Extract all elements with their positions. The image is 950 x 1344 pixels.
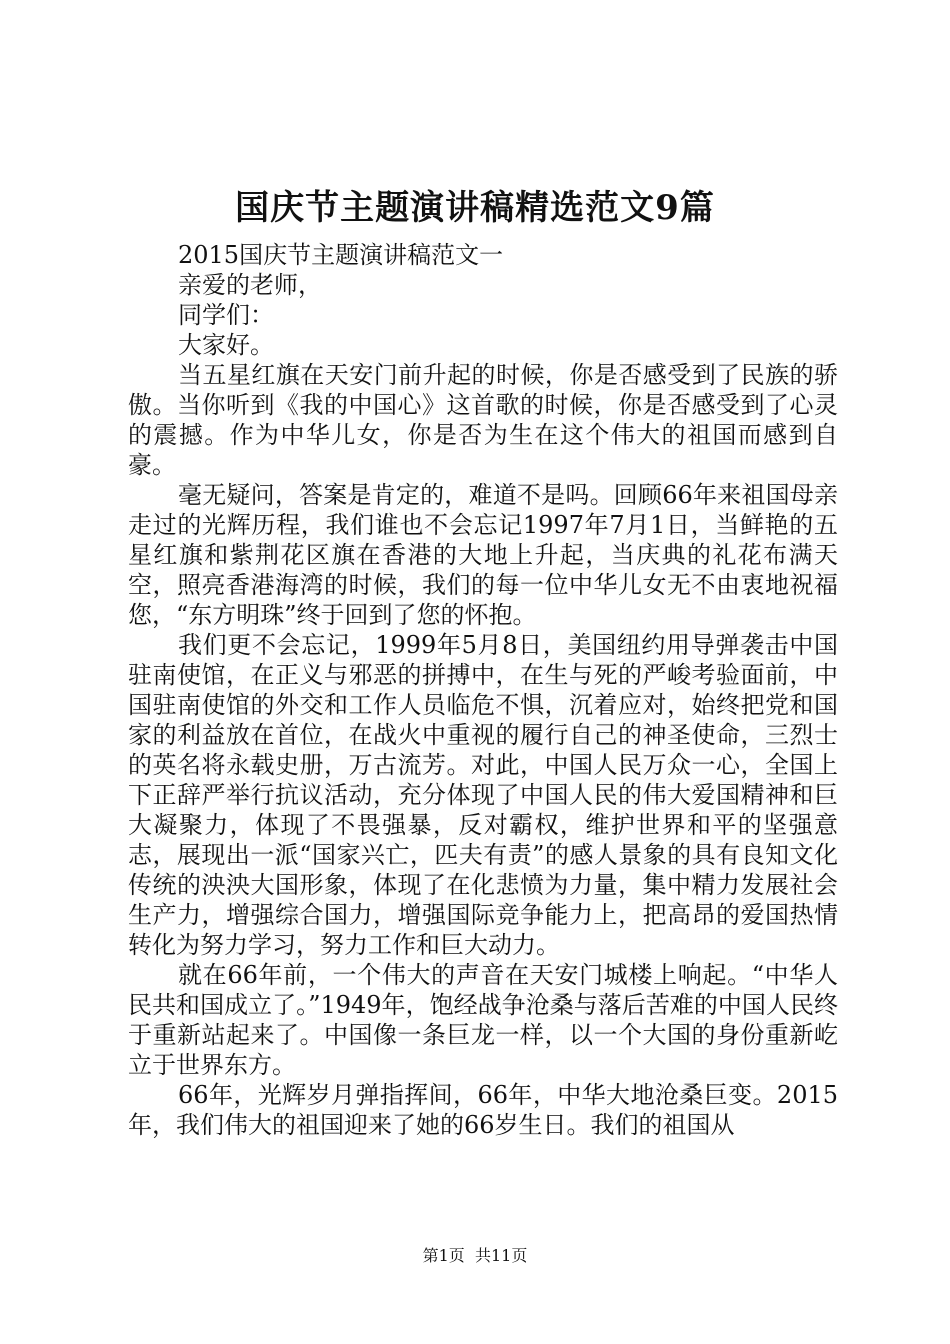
greeting-line: 同学们： (178, 301, 274, 329)
document-title: 国庆节主题演讲稿精选范文9篇 (235, 188, 715, 228)
paragraph: 当五星红旗在天安门前升起的时候，你是否感受到了民族的骄傲。当你听到《我的中国心》这首歌的时候，你是否感受到了心灵的震撼。作为中华儿女，你是否为生在这个伟大的祖国而感到自豪。 (128, 361, 838, 479)
paragraph: 就在66年前，一个伟大的声音在天安门城楼上响起。“中华人民共和国成立了。”1949年，饱经战争沧桑与落后苦难的中国人民终于重新站起来了。中国像一条巨龙一样，以一个大国的身份重新屹立于世界东方。 (128, 961, 838, 1079)
section-heading: 2015国庆节主题演讲稿范文一 (178, 241, 504, 269)
paragraph: 毫无疑问，答案是肯定的，难道不是吗。回顾66年来祖国母亲走过的光辉历程，我们谁也不会忘记1997年7月1日，当鲜艳的五星红旗和紫荆花区旗在香港的大地上升起，当庆典的礼花布满天空，照亮香港海湾的时候，我们的每一位中华儿女无不由衷地祝福您，“东方明珠”终于回到了您的怀抱。 (128, 481, 838, 629)
page-number: 第1页 (422, 1246, 465, 1265)
page-footer (0, 1246, 950, 1266)
page-total: 共11页 (474, 1246, 528, 1265)
paragraph: 66年，光辉岁月弹指挥间，66年，中华大地沧桑巨变。2015年，我们伟大的祖国迎来了她的66岁生日。我们的祖国从 (128, 1081, 838, 1139)
greeting-line: 亲爱的老师， (178, 271, 322, 299)
paragraph: 我们更不会忘记，1999年5月8日，美国纽约用导弹袭击中国驻南使馆，在正义与邪恶的拼搏中，在生与死的严峻考验面前，中国驻南使馆的外交和工作人员临危不惧，沉着应对，始终把党和国家的利益放在首位，在战火中重视的履行自己的神圣使命，三烈士的英名将永载史册，万古流芳。对此，中国人民万众一心，全国上下正辞严举行抗议活动，充分体现了中国人民的伟大爱国精神和巨大凝聚力，体现了不畏强暴，反对霸权，维护世界和平的坚强意志，展现出一派“国家兴亡，匹夫有责”的感人景象的具有良知文化传统的泱泱大国形象，体现了在化悲愤为力量，集中精力发展社会生产力，增强综合国力，增强国际竞争能力上，把高昂的爱国热情转化为努力学习，努力工作和巨大动力。 (128, 631, 838, 959)
document-body (128, 240, 838, 1140)
greeting-line: 大家好。 (178, 331, 274, 359)
